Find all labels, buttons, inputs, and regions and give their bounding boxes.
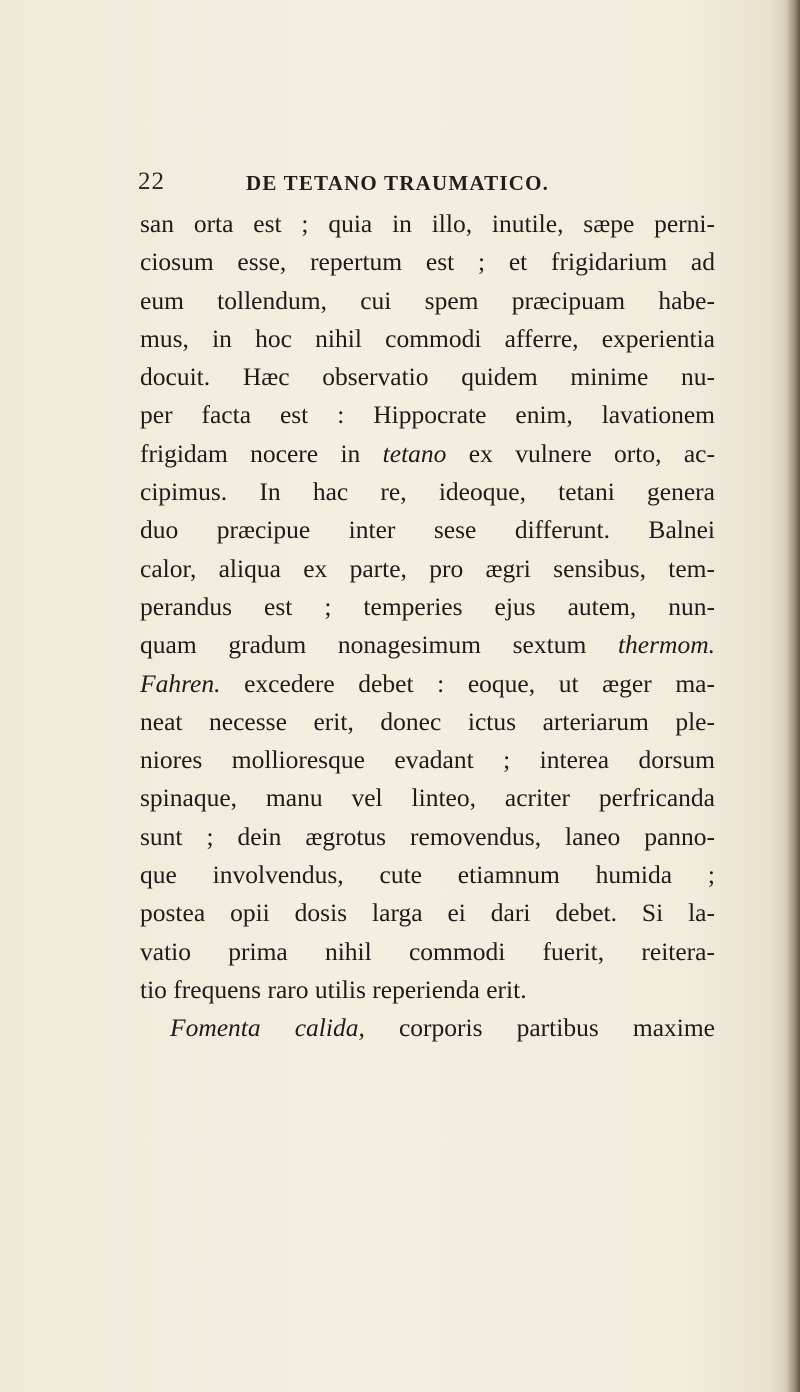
text-line: spinaque, manu vel linteo, acriter perfricanda <box>140 783 715 813</box>
text-line: Fahren. excedere debet : eoque, ut æger ma- <box>140 668 715 698</box>
text-line: que involvendus, cute etiamnum humida ; <box>140 860 715 890</box>
text-line: eum tollendum, cui spem præcipuam habe- <box>140 285 715 315</box>
italic-term: tetano <box>382 438 447 468</box>
text-line: cipimus. In hac re, ideoque, tetani genera <box>140 477 715 507</box>
italic-term: thermom. <box>617 630 715 660</box>
text-line: frigidam nocere in tetano ex vulnere orto, ac- <box>140 438 715 468</box>
italic-term: Fahren. <box>140 668 221 698</box>
text-line: vatio prima nihil commodi fuerit, reitera- <box>140 936 715 966</box>
text-line: quam gradum nonagesimum sextum thermom. <box>140 630 715 660</box>
text-line: sunt ; dein ægrotus removendus, laneo panno- <box>140 821 715 851</box>
text-line: san orta est ; quia in illo, inutile, sæpe perni- <box>140 209 715 238</box>
text-line: mus, in hoc nihil commodi afferre, experientia <box>140 323 715 353</box>
running-title: DE TETANO TRAUMATICO. <box>246 171 550 195</box>
text-line: ciosum esse, repertum est ; et frigidarium ad <box>140 247 715 277</box>
text-line: postea opii dosis larga ei dari debet. Si la- <box>140 898 715 928</box>
page-header <box>138 168 698 200</box>
text-line: perandus est ; temperies ejus autem, nun- <box>140 591 715 621</box>
text-line: niores mollioresque evadant ; interea dorsum <box>140 745 715 775</box>
italic-term: Fomenta calida, <box>170 1013 365 1043</box>
body-paragraph <box>140 205 715 1048</box>
text-line: Fomenta calida, corporis partibus maxime <box>170 1013 715 1043</box>
text-line: tio frequens raro utilis reperienda erit. <box>140 974 527 1004</box>
page-edge-shadow <box>786 0 800 1392</box>
text-line: neat necesse erit, donec ictus arteriarum ple- <box>140 706 715 736</box>
text-line: per facta est : Hippocrate enim, lavationem <box>140 400 715 430</box>
text-line: duo præcipue inter sese differunt. Balnei <box>140 515 715 545</box>
page-number: 22 <box>138 168 165 195</box>
text-line: docuit. Hæc observatio quidem minime nu- <box>140 362 715 392</box>
text-line: calor, aliqua ex parte, pro ægri sensibus, tem- <box>140 553 715 583</box>
